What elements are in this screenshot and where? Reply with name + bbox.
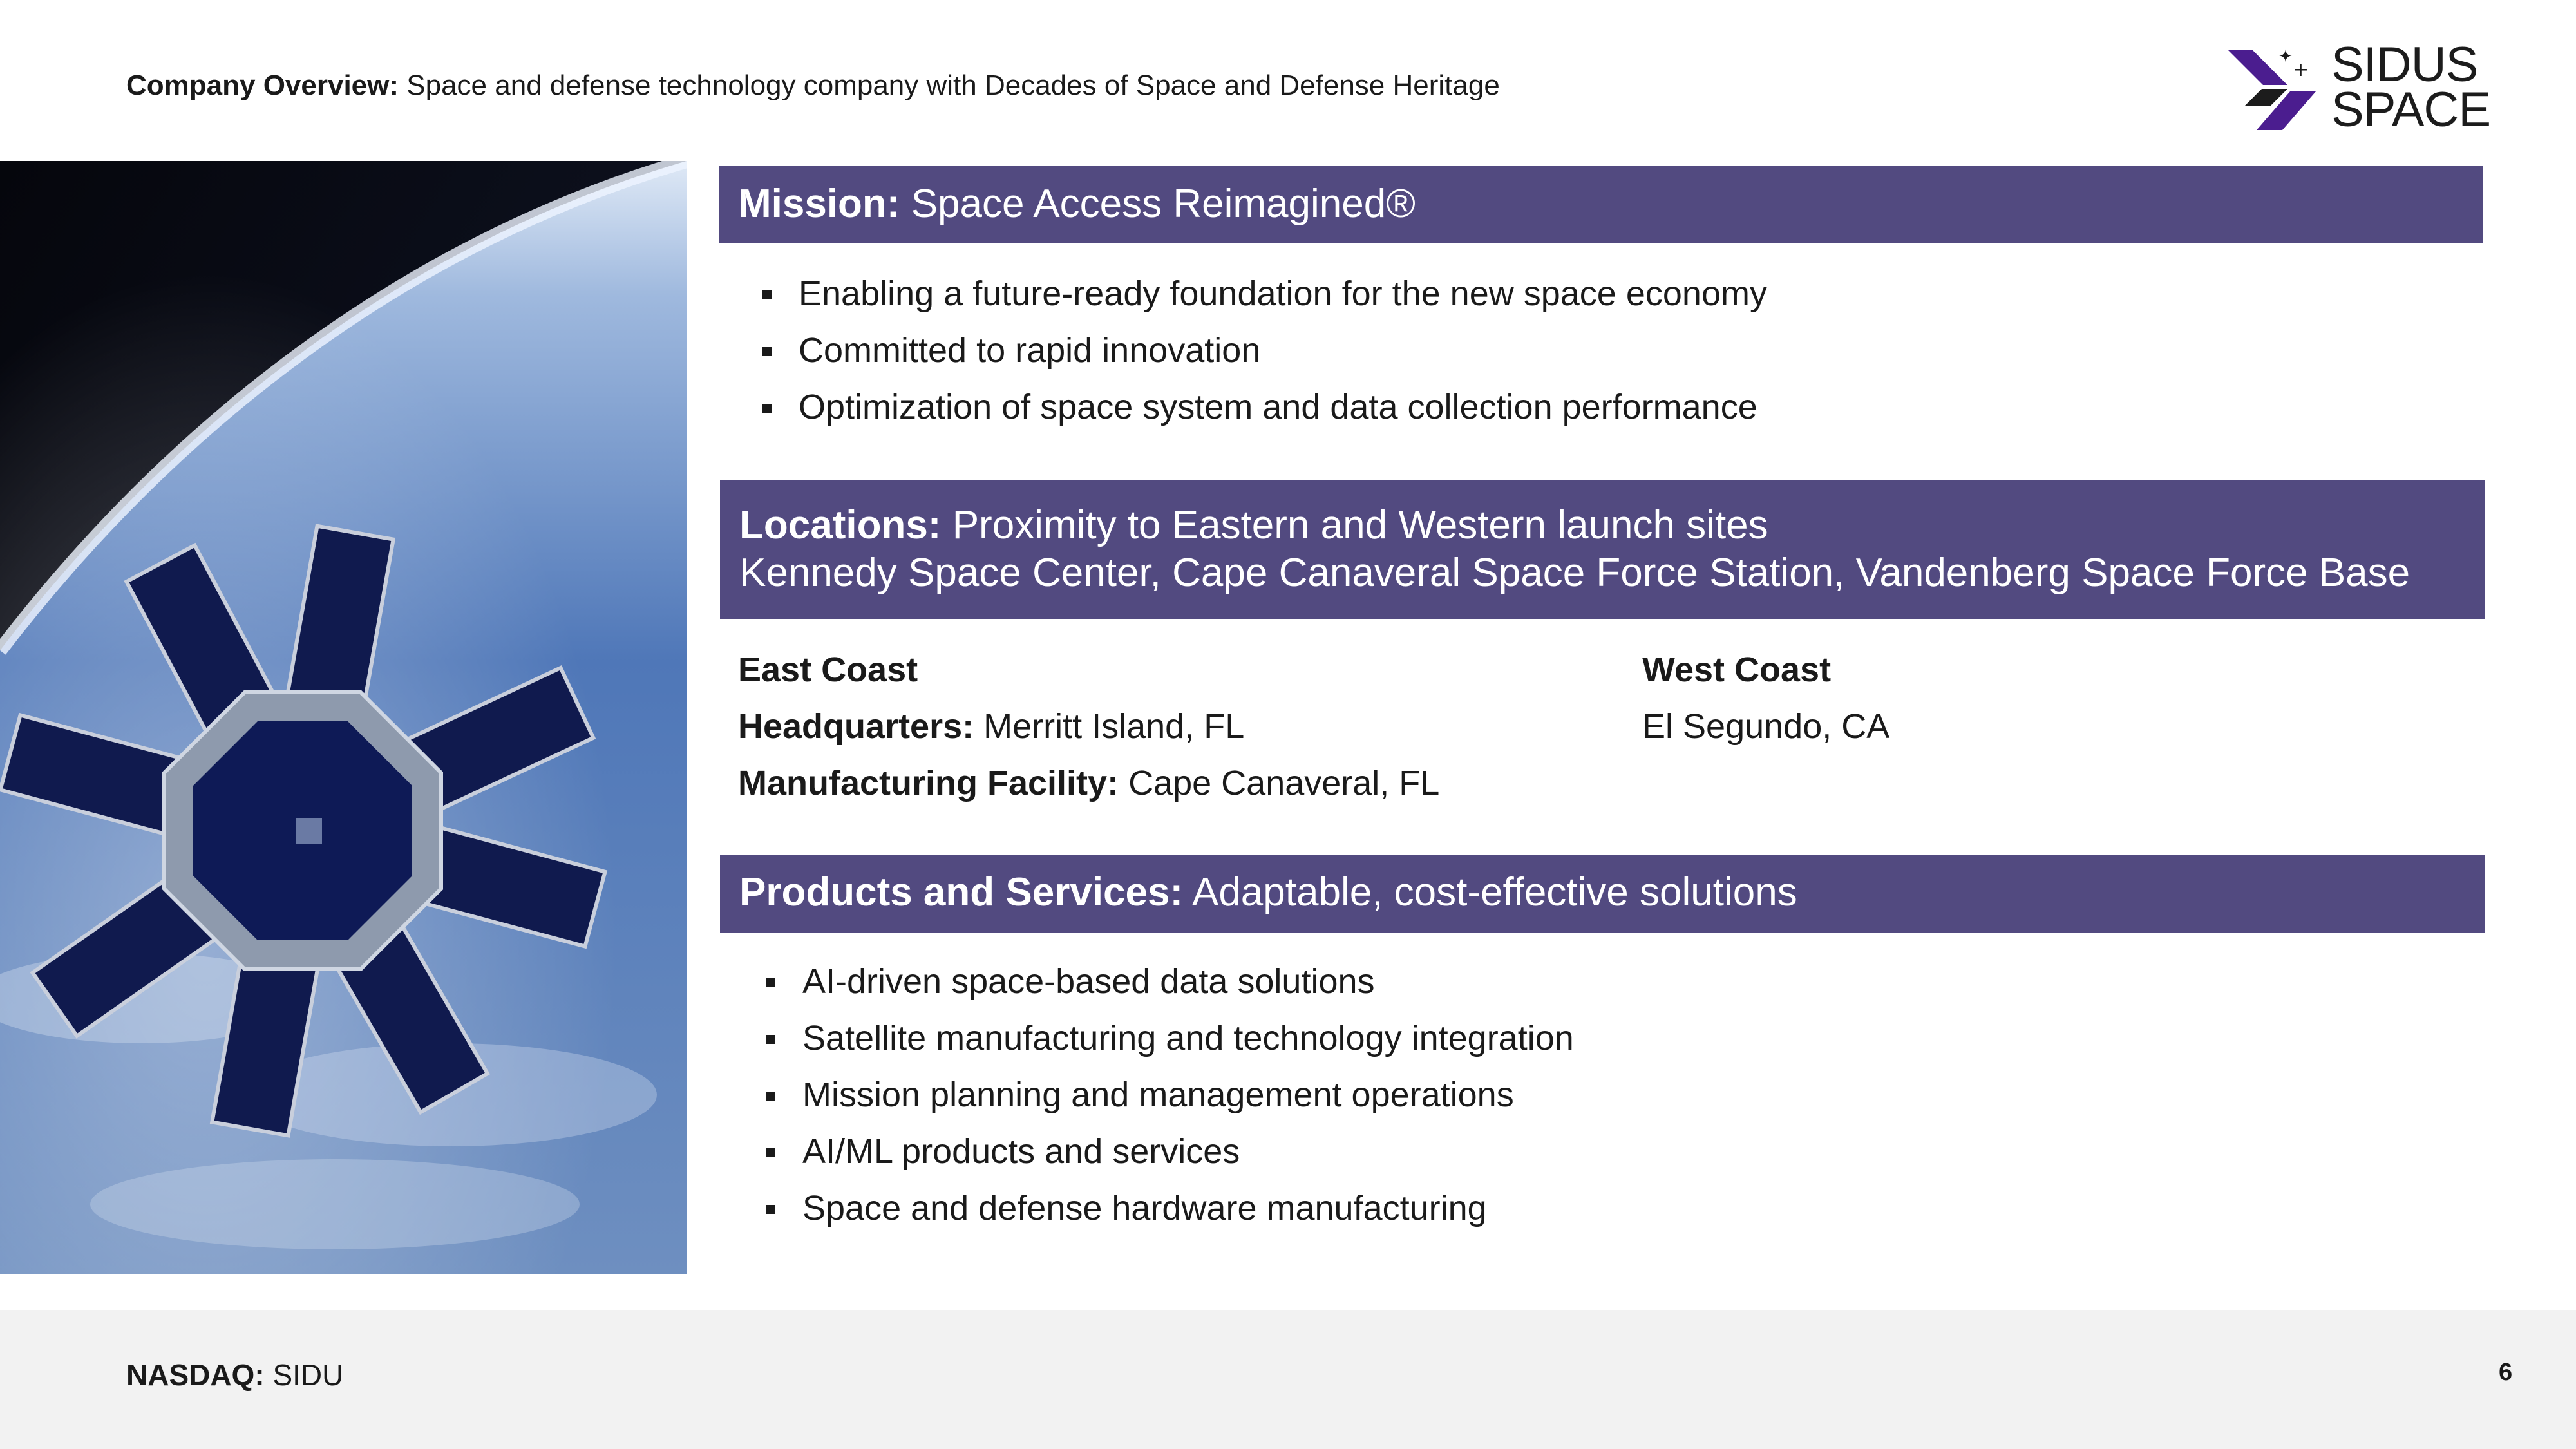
mfg-value: Cape Canaveral, FL [1128, 764, 1440, 802]
list-item: Satellite manufacturing and technology integration [744, 1010, 1574, 1066]
satellite-over-earth-image [0, 161, 687, 1274]
svg-text:✦: ✦ [2278, 47, 2293, 66]
bullet-icon [762, 347, 772, 356]
mission-header [719, 166, 2483, 243]
footer-band [0, 1310, 2576, 1449]
header-text: Space and defense technology company with Decades of Space and Defense Heritage [406, 70, 1500, 101]
list-item: Mission planning and management operations [744, 1066, 1574, 1123]
west-coast-value: El Segundo, CA [1642, 707, 1890, 746]
west-coast-title: West Coast [1642, 650, 1832, 689]
logo-mark-icon [2228, 46, 2325, 137]
bullet-icon [766, 1205, 775, 1214]
locations-line-2: Kennedy Space Center, Cape Canaveral Space Force Station, Vandenberg Space Force Base [739, 551, 2410, 595]
logo-wordmark [2331, 37, 2491, 137]
nasdaq-ticker [126, 1358, 343, 1392]
mfg-label: Manufacturing Facility: [738, 764, 1119, 802]
locations-header [720, 480, 2485, 619]
products-text: Adaptable, cost-effective solutions [1191, 870, 1797, 914]
locations-line-1 [739, 502, 2485, 549]
locations-label: Locations: [739, 503, 942, 547]
bullet-icon [766, 1035, 775, 1044]
logo-line-1: SIDUS [2331, 37, 2478, 92]
products-bullet-list [744, 953, 1574, 1236]
bullet-icon [766, 1148, 775, 1157]
west-coast-column [1642, 641, 1889, 755]
list-item: Enabling a future-ready foundation for the new space economy [741, 265, 1767, 322]
list-item: Space and defense hardware manufacturing [744, 1180, 1574, 1236]
nasdaq-label: NASDAQ: [126, 1358, 265, 1392]
locations-text: Proximity to Eastern and Western launch sites [952, 503, 1768, 547]
bullet-icon [762, 404, 772, 413]
east-coast-title: East Coast [738, 650, 918, 689]
products-header [720, 855, 2485, 933]
page-header [126, 70, 1500, 102]
list-item: Committed to rapid innovation [741, 322, 1767, 379]
ticker-symbol: SIDU [272, 1358, 344, 1392]
list-item: Optimization of space system and data collection performance [741, 379, 1767, 435]
east-coast-column [738, 641, 1439, 811]
mission-bullet-list [741, 265, 1767, 435]
bullet-icon [766, 978, 775, 987]
hq-value: Merritt Island, FL [983, 707, 1245, 746]
mission-text: Space Access Reimagined® [911, 182, 1416, 226]
list-item: AI/ML products and services [744, 1123, 1574, 1180]
satellite-illustration [0, 161, 687, 1274]
list-item: AI-driven space-based data solutions [744, 953, 1574, 1010]
header-label: Company Overview: [126, 70, 399, 101]
svg-text:+: + [2293, 59, 2309, 81]
products-label: Products and Services: [739, 870, 1184, 914]
bullet-icon [766, 1092, 775, 1101]
bullet-icon [762, 290, 772, 299]
logo-line-2: SPACE [2331, 82, 2491, 137]
page-number: 6 [2499, 1359, 2513, 1386]
mission-label: Mission: [738, 182, 900, 226]
hq-label: Headquarters: [738, 707, 974, 746]
sidus-space-logo [2228, 37, 2491, 139]
